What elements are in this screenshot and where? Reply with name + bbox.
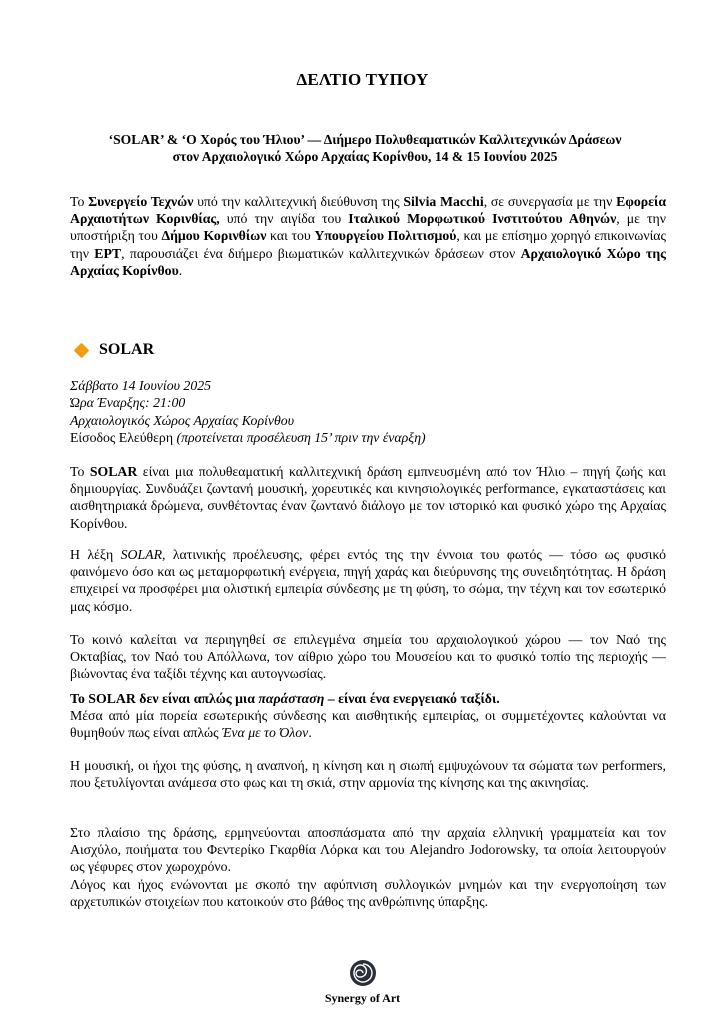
media-sponsor: ΕΡΤ: [94, 245, 122, 261]
paragraph-2: Η λέξη SOLAR, λατινικής προέλευσης, φέρει εντός της την έννοια του φωτός — τόσο ως φυσικό φαινόμενο όσο και ως μεταμορφωτική ενέργεια, πηγή χαράς και διεύρυνσης της συνειδητότητας. Η δράση επιχειρεί να προσφέρει μια ολιστική εμπειρία σύνδεσης με τη φύση, το σώμα, την τέχνη και τον εσωτερικό μας κόσμο.: [70, 547, 667, 614]
paragraph-6: Στο πλαίσιο της δράσης, ερμηνεύονται αποσπάσματα από την αρχαία ελληνική γραμματεία και τον Αισχύλο, ποιήματα του Φεντερίκο Γκαρθία Λόρκα και του Alejandro Jodorowsky, τα οποία λειτουργούν ως γέφυρες στον χωροχρόνο. Λόγος και ήχος ενώνονται με σκοπό την αφύπνιση συλλογικών μνημών και την ενεργοποίηση των αρχετυπικών στοιχείων που κατοικούν στο βάθος της ανθρώπινης ύπαρξης.: [70, 825, 666, 909]
section-heading-text: SOLAR: [99, 341, 155, 358]
nautilus-shell-icon: [349, 958, 377, 988]
paragraph-5: Η μουσική, οι ήχοι της φύσης, η αναπνοή, η κίνηση και η σιωπή εμψυχώνουν τα σώματα των performers, που ξετυλίγονται ανάμεσα στο φως και τη σκιά, στην αρμονία της κίνησης και της ακινησίας.: [70, 758, 666, 791]
paragraph-1: Το SOLAR είναι μια πολυθεαματική καλλιτεχνική δράση εμπνευσμένη από τον Ήλιο – πηγή ζωής και δημιουργίας. Συνδυάζει ζωντανή μουσική, χορευτικές και κινησιολογικές performance, εγκαταστάσεις και αισθητηριακά δρώμενα, συνθέτοντας έναν ζωντανό διάλογο με τον ιστορικό και φυσικό χώρο της Αρχαίας Κορίνθου.: [70, 464, 666, 531]
document-subtitle: [70, 131, 660, 165]
partner-ministry: Υπουργείου Πολιτισμού: [314, 228, 457, 244]
event-entry: Είσοδος Ελεύθερη (προτείνεται προσέλευση 15’ πριν την έναρξη): [70, 430, 426, 446]
intro-paragraph: Το Συνεργείο Τεχνών υπό την καλλιτεχνική διεύθυνση της Silvia Macchi, σε συνεργασία με την Εφορεία Αρχαιοτήτων Κορινθίας, υπό την αιγίδα του Ιταλικού Μορφωτικού Ινστιτούτου Αθηνών, με την υποστήριξη του Δήμου Κορινθίων και του Υπουργείου Πολιτισμού, και με επίσημο χορηγό επικοινωνίας την ΕΡΤ, παρουσιάζει ένα διήμερο βιωματικών καλλιτεχνικών δράσεων στον Αρχαιολογικό Χώρο της Αρχαίας Κορίνθου.: [70, 194, 667, 278]
event-date: Σάββατο 14 Ιουνίου 2025: [70, 378, 212, 393]
orange-diamond-icon: [74, 342, 90, 358]
partner-institute: Ιταλικού Μορφωτικού Ινστιτούτου Αθηνών: [348, 211, 617, 227]
section-heading-solar: [70, 341, 154, 359]
subtitle-line-2: στον Αρχαιολογικό Χώρο Αρχαίας Κορίνθου, 14 & 15 Ιουνίου 2025: [172, 149, 558, 164]
event-time: Ώρα Έναρξης: 21:00: [70, 395, 186, 411]
paragraph-3: Το κοινό καλείται να περιηγηθεί σε επιλεγμένα σημεία του αρχαιολογικού χώρου — τον Ναό της Οκταβίας, τον Ναό του Απόλλωνα, τον αίθριο χώρο του Μουσείου και το φυσικό τοπίο της περιοχής — βιώνοντας ένα ταξίδι τέχνης και αυτογνωσίας.: [70, 632, 666, 682]
venue-name: Αρχαιολογικό Χώρο της Αρχαίας Κορίνθου: [70, 245, 666, 278]
paragraph-4: Το SOLAR δεν είναι απλώς μια παράσταση – είναι ένα ενεργειακό ταξίδι. Μέσα από μία πορεία εσωτερικής σύνδεσης και αισθητικής εμπειρίας, οι συμμετέχοντες καλούνται να θυμηθούν πως είναι απλώς Ένα με το Όλον.: [70, 691, 666, 741]
paragraph-4-lead: Το SOLAR δεν είναι απλώς μια παράσταση – είναι ένα ενεργειακό ταξίδι.: [70, 691, 500, 706]
partner-ephorate: Εφορεία Αρχαιοτήτων Κορινθίας,: [70, 194, 667, 227]
document-title: ΔΕΛΤΙΟ ΤΥΠΟΥ: [296, 70, 429, 89]
event-info: [70, 377, 666, 447]
event-place: Αρχαιολογικός Χώρος Αρχαίας Κορίνθου: [70, 412, 295, 428]
artistic-director-name: Silvia Macchi: [403, 194, 484, 209]
footer-logo: [0, 958, 725, 1006]
subtitle-line-1: ‘SOLAR’ & ‘Ο Χορός του Ήλιου’ — Διήμερο Πολυθεαματικών Καλλιτεχνικών Δράσεων: [108, 132, 622, 147]
partner-municipality: Δήμου Κορινθίων: [161, 228, 267, 244]
logo-text: Synergy of Art: [324, 991, 401, 1005]
organizer-name: Συνεργείο Τεχνών: [88, 194, 194, 209]
